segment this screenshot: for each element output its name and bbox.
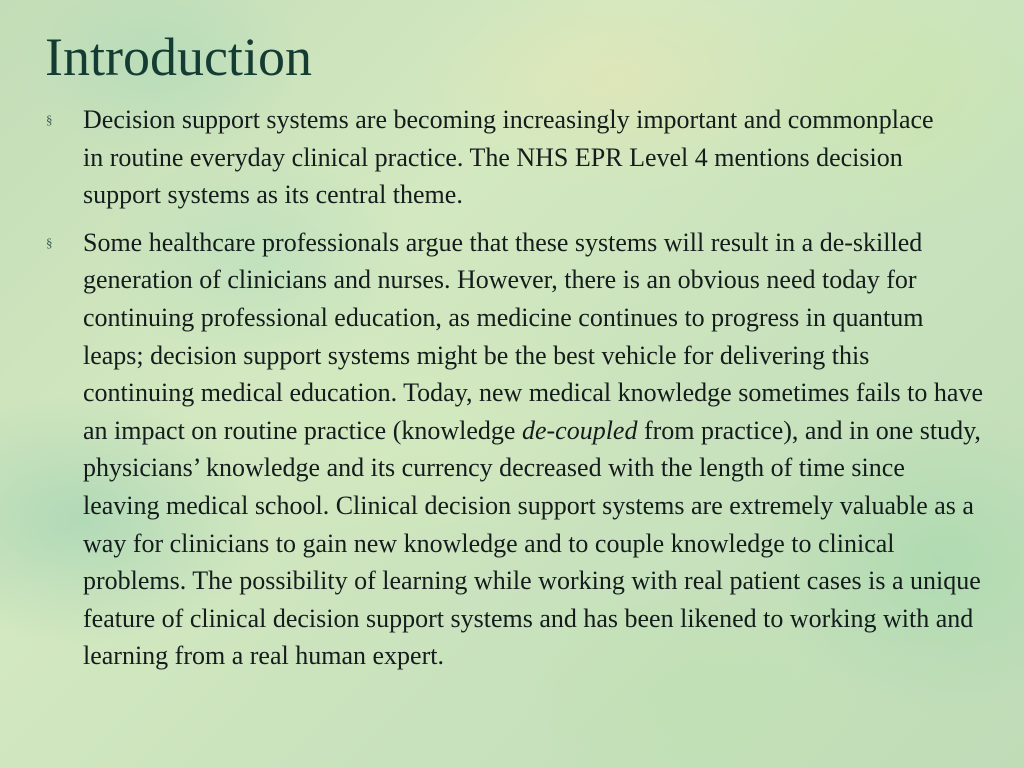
bullet-text-part-2: from practice), and in one study, physicians’ knowledge and its currency decreased with the length of time since leaving medical school. Clinical decision support systems are extremely valuable as a way for clinicians to gain new knowledge and to couple knowledge to clinical problems. The possibility of learning while working with real patient cases is a unique feature of clinical decision support systems and has been likened to working with and learning from a real human expert. [83, 415, 981, 671]
bullet-list [0, 101, 1000, 685]
bullet-item-healthcare-professionals [0, 224, 983, 675]
bullet-text-part-1: Some healthcare professionals argue that these systems will result in a de-skilled generation of clinicians and nurses. However, there is an obvious need today for continuing professional education, as medicine continues to progress in quantum leaps; decision support systems might be the best vehicle for delivering this continuing medical education. Today, new medical knowledge sometimes fails to have an impact on routine practice (knowledge [83, 227, 983, 445]
bullet-text-italic: de-coupled [521, 415, 638, 445]
bullet-marker-icon: § [46, 112, 53, 127]
bullet-item-decision-support [0, 101, 943, 214]
bullet-text: Decision support systems are becoming increasingly important and commonplace in routine everyday clinical practice. The NHS EPR Level 4 mentions decision support systems as its central theme. [83, 105, 934, 210]
slide-title: Introduction [45, 27, 312, 87]
bullet-marker-icon: § [46, 234, 53, 250]
